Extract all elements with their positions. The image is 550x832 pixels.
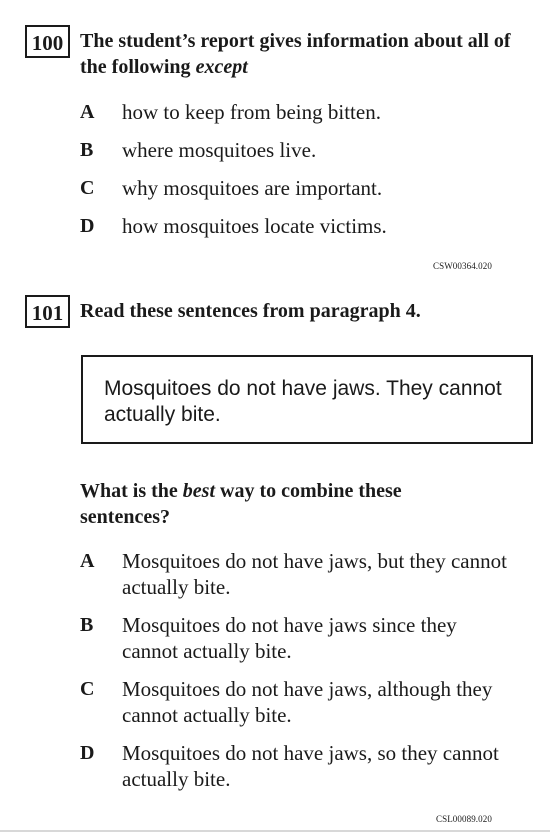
excerpt-text: Mosquitoes do not have jaws. They cannot actually bite. (104, 377, 502, 426)
option-letter-a[interactable]: A (80, 550, 95, 572)
question-stem: Read these sentences from paragraph 4. (80, 300, 421, 322)
option-text-c[interactable]: why mosquitoes are important. (122, 176, 383, 200)
option-text-a[interactable]: how to keep from being bitten. (122, 100, 381, 124)
option-text-b[interactable]: Mosquitoes do not have jaws since they cannot actually bite. (122, 613, 457, 663)
option-letter-c[interactable]: C (80, 678, 95, 700)
emphasis-word: except (195, 56, 248, 78)
item-code: CSL00089.020 (436, 814, 492, 824)
option-letter-c[interactable]: C (80, 177, 95, 199)
item-code: CSW00364.020 (433, 261, 492, 271)
question-number-box (25, 295, 70, 328)
option-text-d[interactable]: how mosquitoes locate victims. (122, 214, 387, 238)
option-letter-a[interactable]: A (80, 101, 95, 123)
question-number-box (25, 25, 70, 58)
option-text-a[interactable]: Mosquitoes do not have jaws, but they cannot actually bite. (122, 549, 507, 599)
question-number: 101 (31, 301, 64, 325)
option-text-c[interactable]: Mosquitoes do not have jaws, although they cannot actually bite. (122, 677, 493, 727)
option-letter-b[interactable]: B (80, 614, 94, 636)
option-letter-d[interactable]: D (80, 742, 95, 764)
option-letter-b[interactable]: B (80, 139, 94, 161)
option-text-d[interactable]: Mosquitoes do not have jaws, so they cannot actually bite. (122, 741, 499, 791)
question-stem: The student’s report gives information about all of the following except (80, 30, 511, 78)
emphasis-word: best (182, 480, 216, 502)
sub-question: What is the best way to combine these sentences? (80, 480, 402, 528)
option-letter-d[interactable]: D (80, 215, 95, 237)
option-text-b[interactable]: where mosquitoes live. (122, 138, 317, 162)
question-number: 100 (31, 31, 64, 55)
